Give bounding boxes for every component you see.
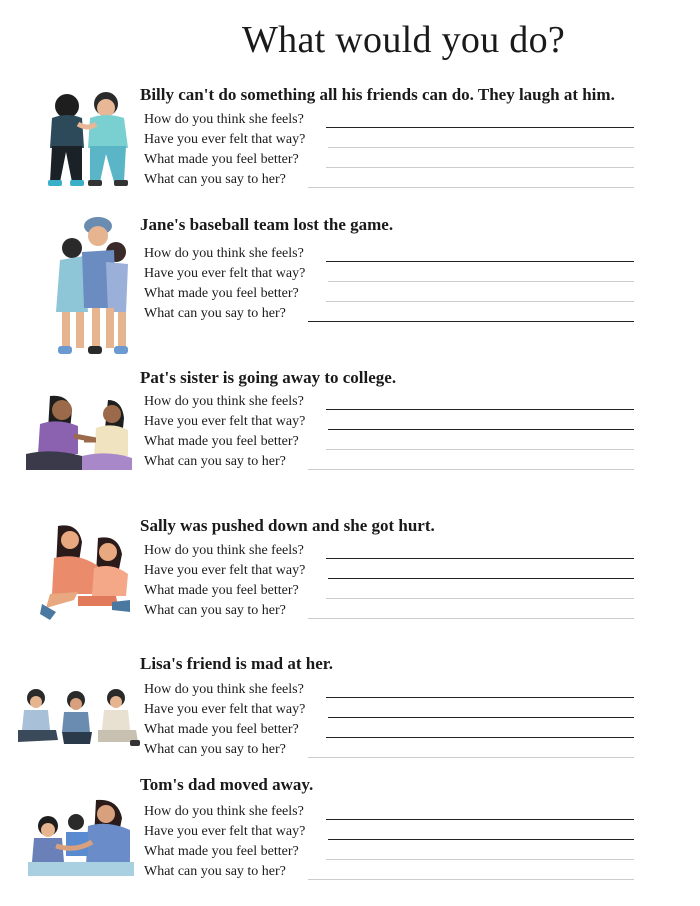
answer-line[interactable] [328, 578, 634, 579]
question-row [144, 864, 634, 884]
question-row [144, 172, 634, 192]
page-title: What would you do? [242, 19, 566, 61]
question-label: What can you say to her? [144, 306, 286, 321]
question-label: What made you feel better? [144, 844, 299, 859]
answer-line[interactable] [326, 261, 634, 262]
question-label: How do you think she feels? [144, 543, 304, 558]
answer-line[interactable] [326, 127, 634, 128]
question-label: How do you think she feels? [144, 112, 304, 127]
team-group-hug-icon [44, 212, 136, 358]
question-label: How do you think she feels? [144, 682, 304, 697]
question-row [144, 414, 634, 434]
question-row [144, 563, 634, 583]
question-row [144, 306, 634, 326]
two-friends-hugging-icon [40, 86, 140, 192]
question-row [144, 152, 634, 172]
question-row [144, 434, 634, 454]
answer-line[interactable] [326, 409, 634, 410]
answer-line[interactable] [328, 429, 634, 430]
question-row [144, 722, 634, 742]
question-row [144, 286, 634, 306]
answer-line[interactable] [326, 598, 634, 599]
question-label: Have you ever felt that way? [144, 702, 306, 717]
scenario-heading: Tom's dad moved away. [140, 775, 314, 794]
question-row [144, 246, 634, 266]
question-row [144, 682, 634, 702]
question-row [144, 394, 634, 414]
scenario-heading: Billy can't do something all his friends can do. They laugh at him. [140, 85, 615, 104]
answer-line[interactable] [328, 147, 634, 148]
scenario-heading: Sally was pushed down and she got hurt. [140, 516, 435, 535]
answer-line[interactable] [308, 879, 634, 880]
question-label: Have you ever felt that way? [144, 824, 306, 839]
question-row [144, 824, 634, 844]
question-label: What made you feel better? [144, 286, 299, 301]
family-hug-icon [26, 796, 136, 882]
question-row [144, 454, 634, 474]
scenario-heading: Lisa's friend is mad at her. [140, 654, 334, 673]
question-label: Have you ever felt that way? [144, 563, 306, 578]
question-row [144, 844, 634, 864]
answer-line[interactable] [308, 187, 634, 188]
answer-line[interactable] [308, 618, 634, 619]
answer-line[interactable] [328, 717, 634, 718]
question-label: What made you feel better? [144, 583, 299, 598]
question-label: What made you feel better? [144, 152, 299, 167]
answer-line[interactable] [308, 469, 634, 470]
question-label: What made you feel better? [144, 434, 299, 449]
answer-line[interactable] [328, 281, 634, 282]
question-label: Have you ever felt that way? [144, 266, 306, 281]
question-label: How do you think she feels? [144, 394, 304, 409]
question-label: How do you think she feels? [144, 804, 304, 819]
scenario-heading: Jane's baseball team lost the game. [140, 215, 394, 234]
friend-comforting-hurt-girl-icon [38, 522, 134, 622]
question-label: Have you ever felt that way? [144, 132, 306, 147]
question-row [144, 742, 634, 762]
question-row [144, 132, 634, 152]
sisters-holding-hands-icon [22, 390, 134, 476]
question-row [144, 583, 634, 603]
question-label: Have you ever felt that way? [144, 414, 306, 429]
question-label: What can you say to her? [144, 603, 286, 618]
answer-line[interactable] [326, 301, 634, 302]
three-friends-sitting-icon [16, 686, 140, 750]
question-label: What can you say to her? [144, 742, 286, 757]
answer-line[interactable] [308, 321, 634, 322]
question-row [144, 702, 634, 722]
answer-line[interactable] [326, 737, 634, 738]
answer-line[interactable] [326, 859, 634, 860]
question-row [144, 266, 634, 286]
answer-line[interactable] [328, 839, 634, 840]
answer-line[interactable] [326, 819, 634, 820]
question-row [144, 804, 634, 824]
question-label: What can you say to her? [144, 172, 286, 187]
answer-line[interactable] [326, 558, 634, 559]
scenario-heading: Pat's sister is going away to college. [140, 368, 397, 387]
question-row [144, 603, 634, 623]
question-label: What made you feel better? [144, 722, 299, 737]
question-label: What can you say to her? [144, 864, 286, 879]
answer-line[interactable] [326, 167, 634, 168]
answer-line[interactable] [326, 449, 634, 450]
answer-line[interactable] [308, 757, 634, 758]
question-row [144, 112, 634, 132]
question-label: How do you think she feels? [144, 246, 304, 261]
answer-line[interactable] [326, 697, 634, 698]
question-row [144, 543, 634, 563]
question-label: What can you say to her? [144, 454, 286, 469]
